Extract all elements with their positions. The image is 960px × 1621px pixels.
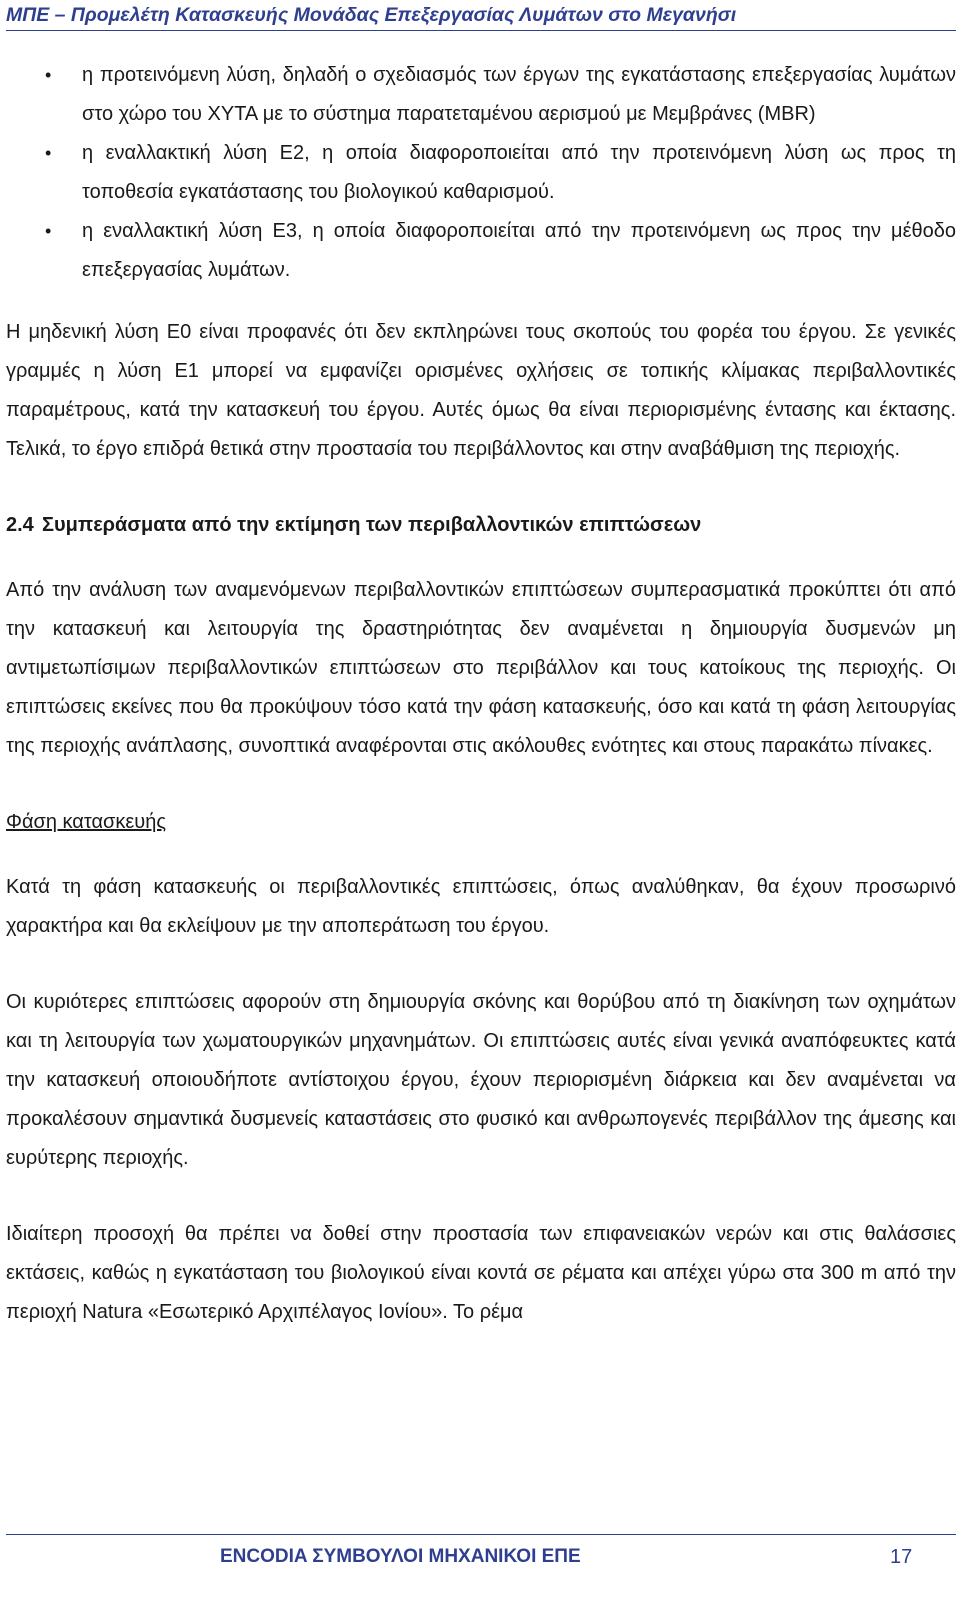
alternatives-list: [6, 56, 956, 290]
page-number: 17: [890, 1546, 913, 1568]
header-divider: [6, 30, 956, 31]
section-heading: [6, 506, 956, 545]
subsection-heading: Φάση κατασκευής: [6, 811, 166, 833]
page-body: [6, 56, 956, 1332]
running-header: ΜΠΕ – Προμελέτη Κατασκευής Μονάδας Επεξεργασίας Λυμάτων στο Μεγανήσι: [6, 4, 737, 26]
footer-divider: [6, 1534, 956, 1535]
paragraph: Από την ανάλυση των αναμενόμενων περιβαλλοντικών επιπτώσεων συμπερασματικά προκύπτει ότι από την κατασκευή και λειτουργία της δραστηριότητας δεν αναμένεται η δημιουργία δυσμενών μη αντιμετωπίσιμων περιβαλλοντικών επιπτώσεων στο περιβάλλον και τους κατοίκους της περιοχής. Οι επιπτώσεις εκείνες που θα προκύψουν τόσο κατά την φάση κατασκευής, όσο και κατά τη φάση λειτουργίας της περιοχής ανάπλασης, συνοπτικά αναφέρονται στις ακόλουθες ενότητες και στους παρακάτω πίνακες.: [6, 579, 956, 757]
footer-company: ENCODIA ΣΥΜΒΟΥΛΟΙ ΜΗΧΑΝΙΚΟΙ ΕΠΕ: [220, 1546, 581, 1567]
section-number: 2.4: [6, 514, 34, 536]
paragraph: Οι κυριότερες επιπτώσεις αφορούν στη δημιουργία σκόνης και θορύβου από τη διακίνηση των οχημάτων και τη λειτουργία των χωματουργικών μηχανημάτων. Οι επιπτώσεις αυτές είναι γενικά αναπόφευκτες κατά την κατασκευή οποιουδήποτε αντίστοιχου έργου, έχουν περιορισμένη διάρκεια και δεν αναμένεται να προκαλέσουν σημαντικά δυσμενείς καταστάσεις στο φυσικό και ανθρωπογενές περιβάλλον της άμεσης και ευρύτερης περιοχής.: [6, 991, 956, 1169]
list-item: • η εναλλακτική λύση Ε3, η οποία διαφοροποιείται από την προτεινόμενη ως προς την μέθοδο επεξεργασίας λυμάτων.: [82, 212, 956, 290]
paragraph: Κατά τη φάση κατασκευής οι περιβαλλοντικές επιπτώσεις, όπως αναλύθηκαν, θα έχουν προσωρινό χαρακτήρα και θα εκλείψουν με την αποπεράτωση του έργου.: [6, 876, 956, 937]
list-item: • η προτεινόμενη λύση, δηλαδή ο σχεδιασμός των έργων της εγκατάστασης επεξεργασίας λυμάτων στο χώρο του ΧΥΤΑ με το σύστημα παρατεταμένου αερισμού με Μεμβράνες (MBR): [82, 56, 956, 134]
paragraph: Η μηδενική λύση Ε0 είναι προφανές ότι δεν εκπληρώνει τους σκοπούς του φορέα του έργου. Σε γενικές γραμμές η λύση Ε1 μπορεί να εμφανίζει ορισμένες οχλήσεις σε τοπικής κλίμακας περιβαλλοντικές παραμέτρους, κατά την κατασκευή του έργου. Αυτές όμως θα είναι περιορισμένης έντασης και έκτασης. Τελικά, το έργο επιδρά θετικά στην προστασία του περιβάλλοντος και στην αναβάθμιση της περιοχής.: [6, 321, 956, 460]
paragraph: Ιδιαίτερη προσοχή θα πρέπει να δοθεί στην προστασία των επιφανειακών νερών και στις θαλάσσιες εκτάσεις, καθώς η εγκατάσταση του βιολογικού είναι κοντά σε ρέματα και απέχει γύρω στα 300 m από την περιοχή Natura «Εσωτερικό Αρχιπέλαγος Ιονίου». Το ρέμα: [6, 1223, 956, 1323]
section-title: Συμπεράσματα από την εκτίμηση των περιβαλλοντικών επιπτώσεων: [42, 514, 702, 536]
list-item: • η εναλλακτική λύση Ε2, η οποία διαφοροποιείται από την προτεινόμενη λύση ως προς τη τοποθεσία εγκατάστασης του βιολογικού καθαρισμού.: [82, 134, 956, 212]
